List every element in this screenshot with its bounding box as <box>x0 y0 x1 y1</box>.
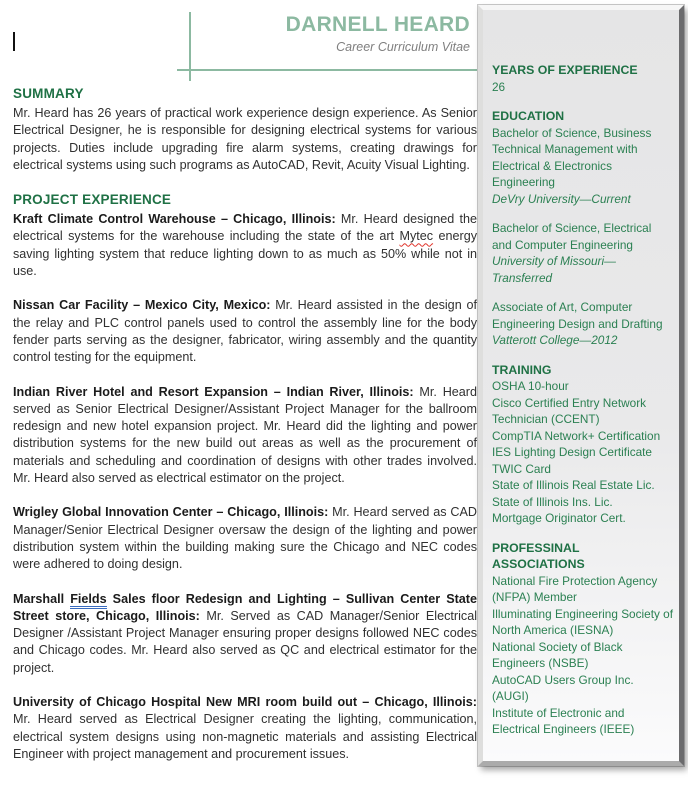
spacer <box>492 207 673 220</box>
project-title: Nissan Car Facility – Mexico City, Mexico: <box>13 298 271 313</box>
spacer <box>492 95 673 108</box>
subtitle: Career Curriculum Vitae <box>336 40 470 54</box>
association-item: Institute of Electronic and Electrical Engineers (IEEE) <box>492 705 635 736</box>
project-experience-heading: PROJECT EXPERIENCE <box>13 192 172 208</box>
education-degree: Bachelor of Science, Business Technical Management with Electrical & Electronics Engineering <box>492 125 652 189</box>
project-paragraph-wrigley <box>13 504 477 573</box>
grammar-checked-word: Fields <box>70 592 106 609</box>
project-title: Wrigley Global Innovation Center – Chicago, Illinois: <box>13 505 329 520</box>
sidebar <box>478 5 684 766</box>
project-paragraph-kraft <box>13 211 477 280</box>
education-degree: Associate of Art, Computer Engineering Design and Drafting <box>492 300 663 331</box>
project-body: Mr. Heard served as Electrical Designer creating the lighting, communication, electrical system designs using non-magnetic materials and assisting Electrical Engineer with project management and procurement issues. <box>13 712 477 761</box>
summary-heading: SUMMARY <box>13 86 84 101</box>
spacer <box>492 286 673 299</box>
project-paragraph-nissan <box>13 297 477 366</box>
association-item: Illuminating Engineering Society of North America (IESNA) <box>492 606 673 637</box>
training-item: Cisco Certified Entry Network Technician (CCENT) <box>492 395 647 426</box>
project-body: Mr. Heard served as CAD Manager/Senior Electrical Designer oversaw the design of the lighting and power distribution system within the building making sure the Chicago and NEC codes were adhered to doing design. <box>13 505 477 572</box>
project-paragraph-marshall <box>13 591 477 677</box>
training-item: TWIC Card <box>492 461 551 476</box>
page-title: DARNELL HEARD <box>285 13 470 36</box>
spacer <box>492 349 673 362</box>
project-body: Mr. Heard designed the electrical systems for the warehouse including the state of the art <box>13 212 477 244</box>
education-degree: Bachelor of Science, Electrical and Computer Engineering <box>492 221 652 252</box>
professional-associations-heading: PROFESSINAL ASSOCIATIONS <box>492 540 585 571</box>
training-item: OSHA 10-hour <box>492 379 569 393</box>
project-body: Mr. Heard assisted in the design of the relay and PLC control panels used to control the assembly line for the body fender parts serving as the designer, fabricator, wiring assembly and the quantity control testing for the equipment. <box>13 298 478 365</box>
spacer <box>492 527 673 540</box>
resume-header <box>190 13 470 54</box>
header-horizontal-rule <box>177 69 477 71</box>
education-school: Vatterott College—2012 <box>492 333 618 347</box>
years-of-experience-heading: YEARS OF EXPERIENCE <box>492 63 638 77</box>
project-body: Mr. Served as CAD Manager/Senior Electrical Designer /Assistant Project Manager ensuring proper designs followed NEC codes and Chicago codes. Mr. Heard also served as QC and electrical estimator for the project. <box>13 608 477 675</box>
project-title-part: Sales floor Redesign and Lighting – Sullivan Center State Street store, Chicago, Illinois: <box>13 591 477 623</box>
summary-body: Mr. Heard has 26 years of practical work experience design experience. As Senior Electrical Designer, he is responsible for designing electrical systems for various projects. Duties include upgrading fire alarm systems, creating drawings for electrical systems using such programs as AutoCAD, Revit, Acuity Visual Lighting. <box>13 106 477 172</box>
education-school: University of Missouri—Transferred <box>492 254 616 285</box>
project-title-part: Marshall <box>13 591 71 606</box>
training-item: IES Lighting Design Certificate <box>492 445 652 459</box>
training-item: Mortgage Originator Cert. <box>492 511 626 525</box>
project-title: Indian River Hotel and Resort Expansion – Indian River, Illinois: <box>13 384 414 399</box>
misspelled-word: Mytec <box>399 229 434 244</box>
education-heading: EDUCATION <box>492 109 565 123</box>
years-of-experience-value: 26 <box>492 79 506 94</box>
education-school: DeVry University—Current <box>492 191 631 206</box>
association-item: National Society of Black Engineers (NSBE) <box>492 639 623 670</box>
text-cursor <box>13 32 15 51</box>
training-item: State of Illinois Real Estate Lic. <box>492 478 655 492</box>
project-paragraph-university <box>13 694 477 763</box>
project-body: Mr. Heard served as Senior Electrical Designer/Assistant Project Manager for the ballroom redesign and new hotel expansion project. Mr. Heard did the lighting and power distribution systems for the new build out areas as well as the procurement of materials and scheduling and coordination of designs with other trades involved. Mr. Heard also served as electrical estimator on the project. <box>13 384 477 486</box>
training-item: CompTIA Network+ Certification <box>492 428 661 443</box>
project-paragraph-indian-river <box>13 384 477 488</box>
association-item: National Fire Protection Agency (NFPA) Member <box>492 573 658 604</box>
main-column <box>13 85 477 780</box>
training-heading: TRAINING <box>492 362 552 377</box>
project-title: University of Chicago Hospital New MRI room build out – Chicago, Illinois: <box>13 695 477 710</box>
training-item: State of Illinois Ins. Lic. <box>492 494 613 509</box>
association-item: AutoCAD Users Group Inc. (AUGI) <box>492 672 634 703</box>
project-title: Kraft Climate Control Warehouse – Chicago, Illinois: <box>13 212 336 227</box>
project-body: energy saving lighting system that reduce lighting down to as much as 50% while not in use. <box>13 229 477 279</box>
